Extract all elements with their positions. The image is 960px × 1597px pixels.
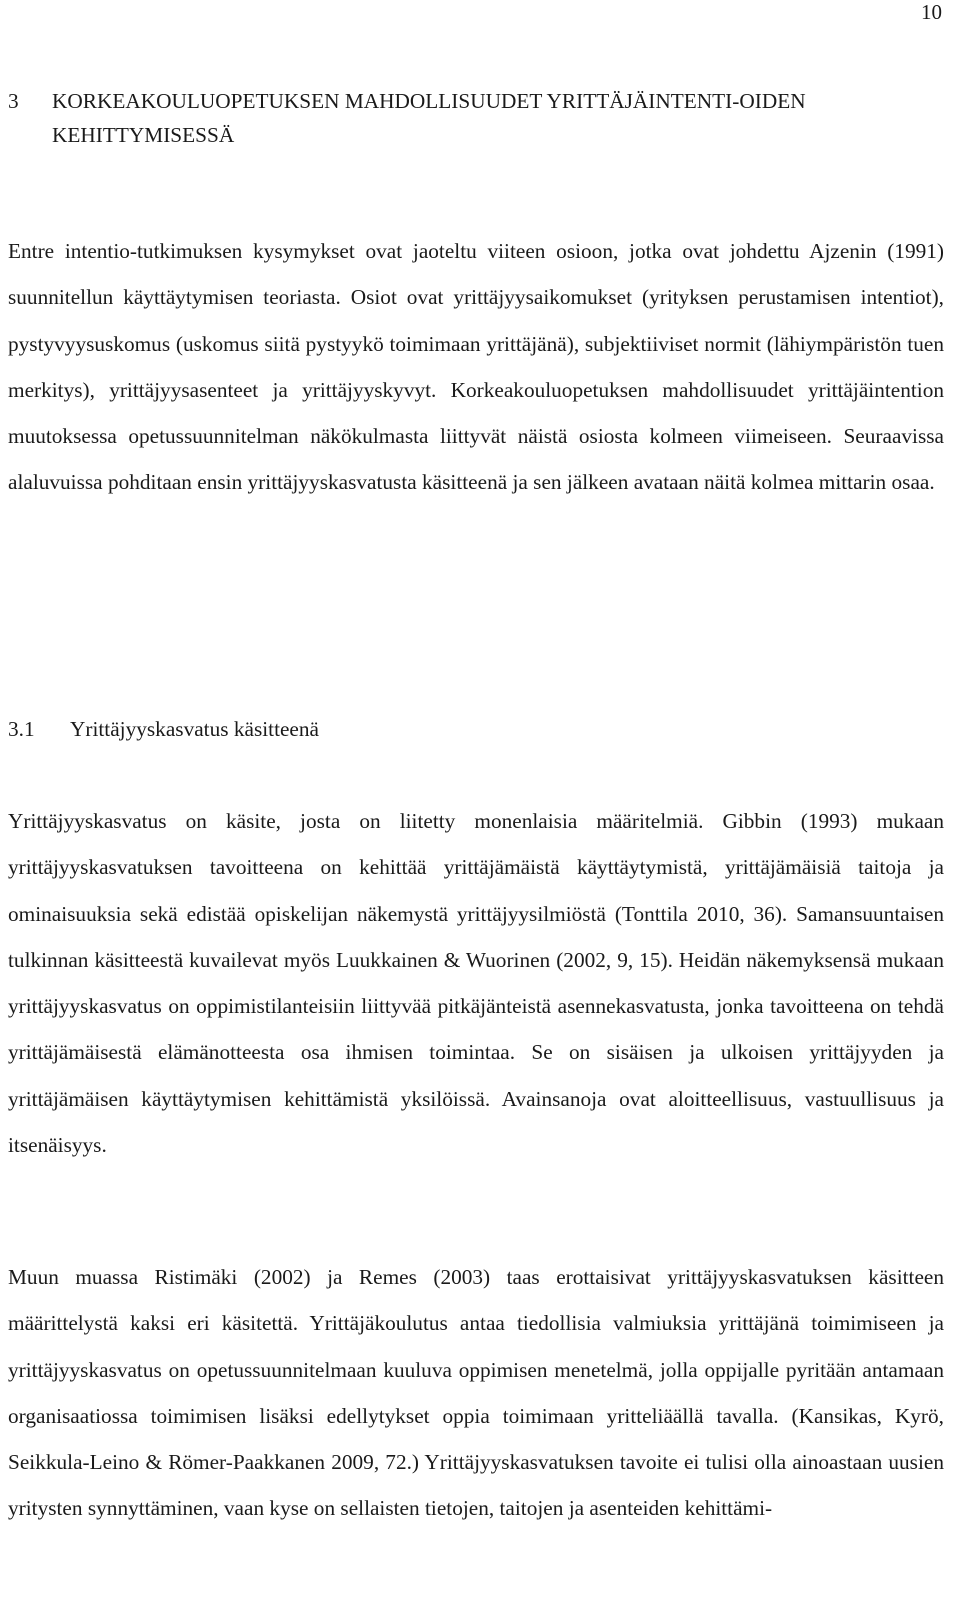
chapter-heading	[8, 84, 944, 152]
body-paragraph-3: Muun muassa Ristimäki (2002) ja Remes (2003) taas erottaisivat yrittäjyyskasvatuksen käsitteen määrittelystä kaksi eri käsitettä. Yrittäjäkoulutus antaa tiedollisia valmiuksia yrittäjänä toimimiseen ja yrittäjyyskasvatus on opetussuunnitelmaan kuuluva oppimisen menetelmä, jolla oppijalle pyritään antamaan organisaatiossa toimimisen lisäksi edellytykset oppia toimimaan yritteliäällä tavalla. (Kansikas, Kyrö, Seikkula-Leino & Römer-Paakkanen 2009, 72.) Yrittäjyyskasvatuksen tavoite ei tulisi olla ainoastaan uusien yritysten synnyttäminen, vaan kyse on sellaisten tietojen, taitojen ja asenteiden kehittämi-	[8, 1265, 944, 1521]
chapter-title: KORKEAKOULUOPETUKSEN MAHDOLLISUUDET YRITTÄJÄINTENTI-OIDEN KEHITTYMISESSÄ	[52, 89, 806, 147]
page-number: 10	[921, 0, 942, 24]
body-paragraph-2: Yrittäjyyskasvatus on käsite, josta on liitetty monenlaisia määritelmiä. Gibbin (1993) mukaan yrittäjyyskasvatuksen tavoitteena on kehittää yrittäjämäistä käyttäytymistä, yrittäjämäisiä taitoja ja ominaisuuksia sekä edistää opiskelijan näkemystä yrittäjyysilmiöstä (Tonttila 2010, 36). Samansuuntaisen tulkinnan käsitteestä kuvailevat myös Luukkainen & Wuorinen (2002, 9, 15). Heidän näkemyksensä mukaan yrittäjyyskasvatus on oppimistilanteisiin liittyvää pitkäjänteistä asennekasvatusta, jonka tavoitteena on tehdä yrittäjämäisestä elämänotteesta osa ihmisen toimintaa. Se on sisäisen ja ulkoisen yrittäjyyden ja yrittäjämäisen käyttäytymisen kehittämistä yksilöissä. Avainsanoja ovat aloitteellisuus, vastuullisuus ja itsenäisyys.	[8, 809, 944, 1158]
chapter-number: 3	[8, 89, 19, 113]
body-paragraph-1: Entre intentio-tutkimuksen kysymykset ovat jaoteltu viiteen osioon, jotka ovat johdettu Ajzenin (1991) suunnitellun käyttäytymisen teoriasta. Osiot ovat yrittäjyysaikomukset (yrityksen perustamisen intentiot), pystyvyysuskomus (uskomus siitä pystyykö toimimaan yrittäjänä), subjektiiviset normit (lähiympäristön tuen merkitys), yrittäjyysasenteet ja yrittäjyyskyvyt. Korkeakouluopetuksen mahdollisuudet yrittäjäintention muutoksessa opetussuunnitelman näkökulmasta liittyvät näistä osiosta kolmeen viimeiseen. Seuraavissa alaluvuissa pohditaan ensin yrittäjyyskasvatusta käsitteenä ja sen jälkeen avataan näitä kolmea mittarin osaa.	[8, 239, 944, 495]
section-number: 3.1	[8, 717, 35, 741]
section-title: Yrittäjyyskasvatus käsitteenä	[70, 717, 319, 741]
section-heading	[8, 712, 944, 746]
